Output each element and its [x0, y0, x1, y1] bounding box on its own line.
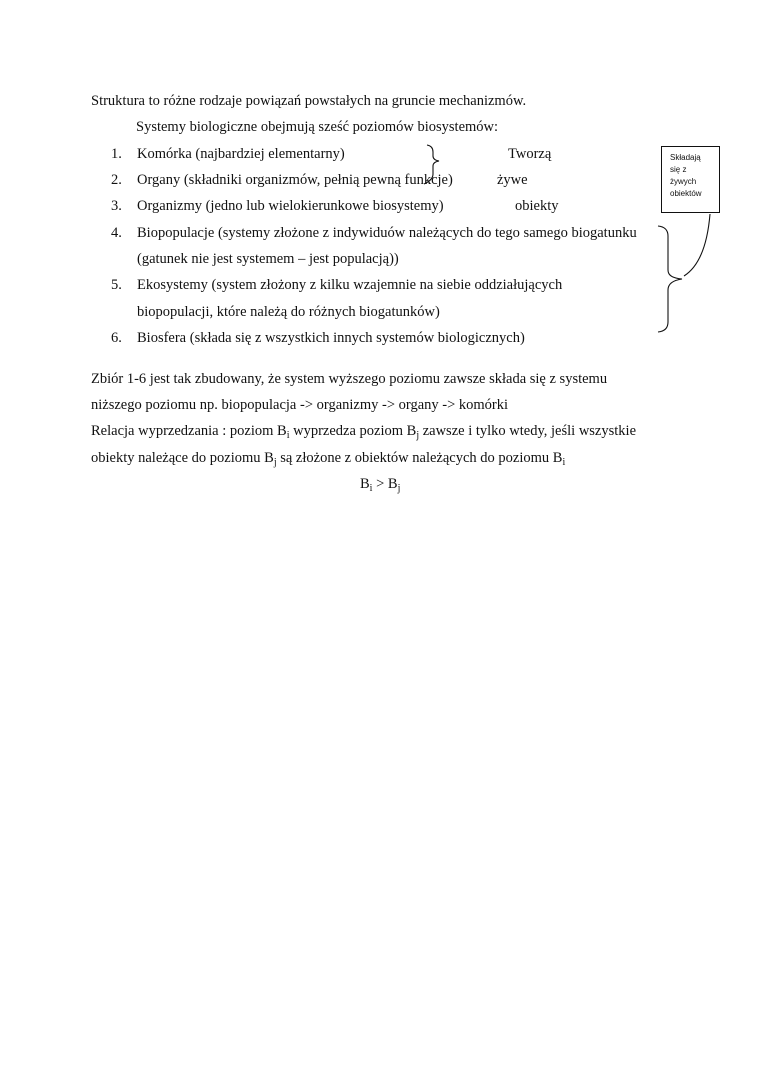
- side-note-line-2: się z: [670, 165, 687, 174]
- list-item-3: Organizmy (jedno lub wielokierunkowe biosystemy): [137, 198, 444, 214]
- list-item-5-continuation: biopopulacji, które należą do różnych biogatunków): [137, 304, 440, 320]
- list-number-3: 3.: [111, 198, 122, 214]
- relation-line-2: obiekty należące do poziomu $B_j$ są złożone z obiektów należących do poziomu $B_i$: [91, 450, 566, 468]
- levels-intro: Systemy biologiczne obejmują sześć poziomów biosystemów:: [136, 119, 499, 135]
- side-note-line-4: obiektów: [670, 189, 702, 198]
- paragraph-1-line-1: Zbiór 1-6 jest tak zbudowany, że system wyższego poziomu zawsze składa się z systemu: [91, 371, 608, 387]
- list-item-4: Biopopulacje (systemy złożone z indywiduów należących do tego samego biogatunku: [137, 225, 637, 241]
- formula: $B_i > B_j$: [360, 476, 401, 494]
- list-number-2: 2.: [111, 172, 122, 188]
- list-number-4: 4.: [111, 225, 122, 241]
- list-item-5: Ekosystemy (system złożony z kilku wzajemnie na siebie oddziałujących: [137, 277, 563, 293]
- annotation-obiekty: obiekty: [515, 198, 559, 214]
- list-item-4-continuation: (gatunek nie jest systemem – jest populacją)): [137, 251, 399, 267]
- list-number-1: 1.: [111, 146, 122, 162]
- large-brace: [658, 226, 682, 332]
- list-number-5: 5.: [111, 277, 122, 293]
- annotation-zywe: żywe: [497, 172, 528, 188]
- side-note-line-3: żywych: [670, 177, 697, 186]
- relation-line-1: Relacja wyprzedzania : poziom $B_i$ wyprzedza poziom $B_j$ zawsze i tylko wtedy, jeśli wszystkie: [91, 423, 637, 441]
- paragraph-1-line-2: niższego poziomu np. biopopulacja -> organizmy -> organy -> komórki: [91, 397, 509, 413]
- small-brace: [424, 145, 439, 184]
- list-item-6: Biosfera (składa się z wszystkich innych systemów biologicznych): [137, 330, 525, 346]
- side-note-line-1: Składają: [670, 153, 701, 162]
- intro-sentence: Struktura to różne rodzaje powiązań powstałych na gruncie mechanizmów.: [91, 93, 527, 109]
- list-number-6: 6.: [111, 330, 122, 346]
- list-item-2: Organy (składniki organizmów, pełnią pewną funkcje): [137, 172, 453, 188]
- connector-curve: [684, 214, 710, 276]
- annotation-tworza: Tworzą: [508, 146, 552, 162]
- list-item-1: Komórka (najbardziej elementarny): [137, 146, 345, 162]
